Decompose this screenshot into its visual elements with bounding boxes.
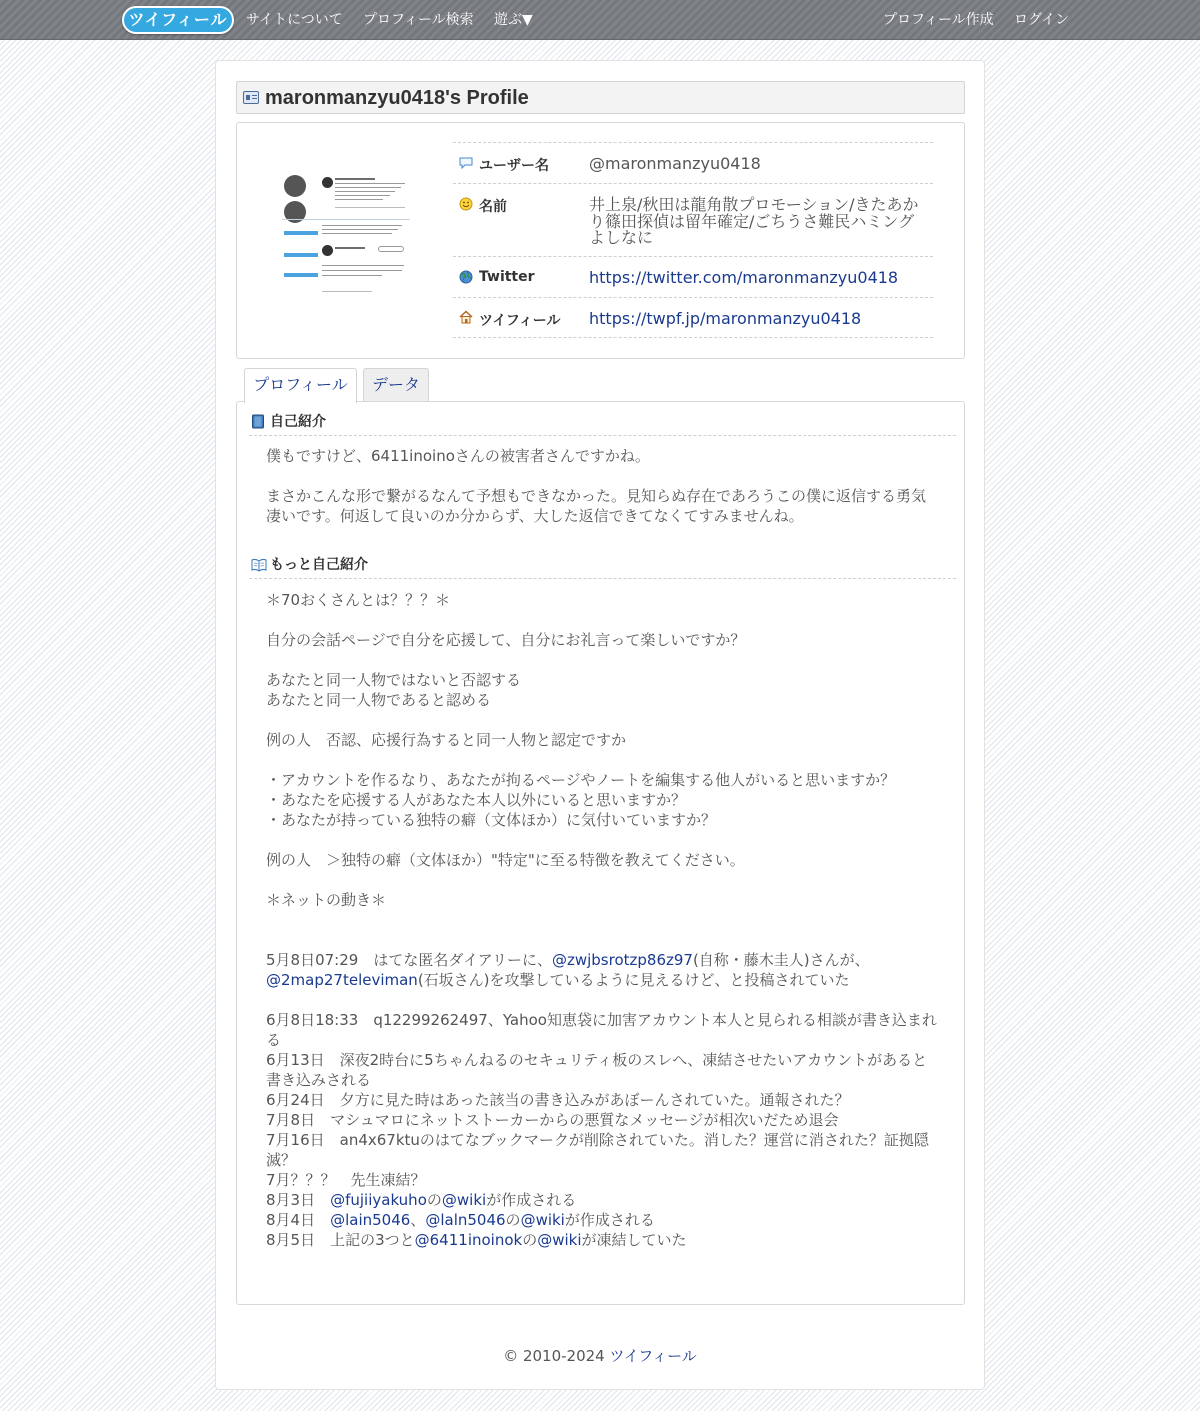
avatar[interactable] xyxy=(282,173,410,301)
profile-info-box xyxy=(236,122,965,359)
house-icon xyxy=(459,310,473,324)
more-intro-aug5: 8月5日 上記の3つと@6411inoinokの@wikiが凍結していた xyxy=(266,1231,687,1249)
mention-link-lain5046[interactable]: @lain5046 xyxy=(330,1211,411,1229)
more-intro-text-2: 6月8日18:33 q12299262497、Yahoo知恵袋に加害アカウント本人と見られる相談が書き込まれる 6月13日 深夜2時台に5ちゃんねるのセキュリティ板のスレへ、凍結させたいアカウントがあると書き込みされる 6月24日 夕方に見た時はあった該当の書き込みがあぼーんされていた。通報された？ 7月8日 マシュマロにネットストーカーからの悪質なメッセージが相次いだため退会 7月16日 an4x67ktuのはてなブックマークが削除されていた。消した？運営に消された？証拠隠滅？ 7月？？？ 先生凍結？ xyxy=(266,1011,937,1189)
globe-icon xyxy=(459,270,473,284)
twpf-label: ツイフィール xyxy=(479,313,561,329)
mention-link-wiki[interactable]: @wiki xyxy=(537,1231,582,1249)
name-label: 名前 xyxy=(479,199,507,215)
info-row-twpf xyxy=(453,297,933,338)
info-row-name xyxy=(453,183,933,256)
more-intro-aug4: 8月4日 @lain5046、@laln5046の@wikiが作成される xyxy=(266,1211,655,1229)
footer xyxy=(216,1346,984,1366)
nav-login-link[interactable]: ログイン xyxy=(1014,12,1070,28)
mention-link-zwjbsrotzp86z97[interactable]: @zwjbsrotzp86z97 xyxy=(551,951,693,969)
nav-create-profile-link[interactable]: プロフィール作成 xyxy=(883,12,994,28)
page-title: maronmanzyu0418's Profile xyxy=(265,87,529,109)
mention-link-wiki[interactable]: @wiki xyxy=(441,1191,487,1209)
mention-link-wiki[interactable]: @wiki xyxy=(520,1211,565,1229)
avatar-moon-image xyxy=(284,175,306,197)
footer-copyright: © 2010-2024 xyxy=(503,1347,610,1365)
twitter-label: Twitter xyxy=(479,269,535,285)
username-label: ユーザー名 xyxy=(479,158,549,174)
open-book-icon xyxy=(251,557,267,572)
book-icon xyxy=(251,414,265,429)
more-intro-may8: 5月8日07:29 はてな匿名ダイアリーに、@zwjbsrotzp86z97(自称・藤木圭人)さんが、@2map27televiman(石坂さん)を攻撃しているように見えるけど、と投稿されていた xyxy=(266,951,870,989)
username-value: @maronmanzyu0418 xyxy=(589,154,761,173)
main-container xyxy=(215,60,985,1390)
nav-play-dropdown[interactable]: 遊ぶ▼ xyxy=(494,12,533,28)
name-value: 井上泉/秋田は龍角散プロモーション/きたあかり篠田探偵は留年確定/ごちうさ難民ハミングよしなに xyxy=(589,195,919,247)
self-intro-line-2: まさかこんな形で繋がるなんて予想もできなかった。見知らぬ存在であろうこの僕に返信する勇気凄いです。何返して良いのか分からず、大した返信できてなくてすみませんね。 xyxy=(266,487,927,525)
self-intro-title: 自己紹介 xyxy=(270,414,326,430)
mention-link-laln5046[interactable]: @laln5046 xyxy=(425,1211,506,1229)
profile-card-icon xyxy=(243,91,259,104)
mention-link-2map27televiman[interactable]: @2map27televiman xyxy=(266,971,418,989)
twitter-link[interactable]: https://twitter.com/maronmanzyu0418 xyxy=(589,268,899,287)
profile-info-table xyxy=(453,142,933,338)
footer-site-link[interactable]: ツイフィール xyxy=(609,1347,697,1365)
info-row-twitter xyxy=(453,256,933,297)
nav-profile-search-link[interactable]: プロフィール検索 xyxy=(363,12,474,28)
mention-link-fujiiyakuho[interactable]: @fujiiyakuho xyxy=(330,1191,427,1209)
more-intro-header xyxy=(249,555,956,579)
tab-profile[interactable]: プロフィール xyxy=(244,368,357,403)
profile-content-panel xyxy=(236,401,965,1305)
top-navbar xyxy=(0,0,1200,40)
info-row-username xyxy=(453,142,933,183)
page-title-bar xyxy=(236,81,965,114)
tab-data[interactable]: データ xyxy=(363,368,429,402)
mention-link-6411inoinok[interactable]: @6411inoinok xyxy=(414,1231,523,1249)
nav-about-link[interactable]: サイトについて xyxy=(246,12,343,28)
more-intro-title: もっと自己紹介 xyxy=(270,557,368,573)
self-intro-line-1: 僕もですけど、6411inoinoさんの被害者さんですかね。 xyxy=(266,447,650,465)
site-logo[interactable]: ツイフィール xyxy=(122,6,234,34)
smiley-icon xyxy=(459,197,473,211)
self-intro-header xyxy=(249,412,956,436)
more-intro-aug3: 8月3日 @fujiiyakuhoの@wikiが作成される xyxy=(266,1191,577,1209)
twpf-link[interactable]: https://twpf.jp/maronmanzyu0418 xyxy=(589,309,862,328)
more-intro-text-1: ＊70おくさんとは？？？＊ 自分の会話ページで自分を応援して、自分にお礼言って楽しいですか？ あなたと同一人物ではないと否認する あなたと同一人物であると認める 例の人 否認、応援行為すると同一人物と認定ですか ・アカウントを作るなり、あなたが拘るページやノートを編集する他人がいると思いますか？ ・あなたを応援する人があなた本人以外にいると思いますか？ ・あなたが持っている独特の癖（文体ほか）に気付いていますか？ 例の人 ＞独特の癖（文体ほか）"特定"に至る特徴を教えてください。 ＊ネットの動き＊ xyxy=(266,591,896,909)
speech-bubble-icon xyxy=(459,156,473,170)
